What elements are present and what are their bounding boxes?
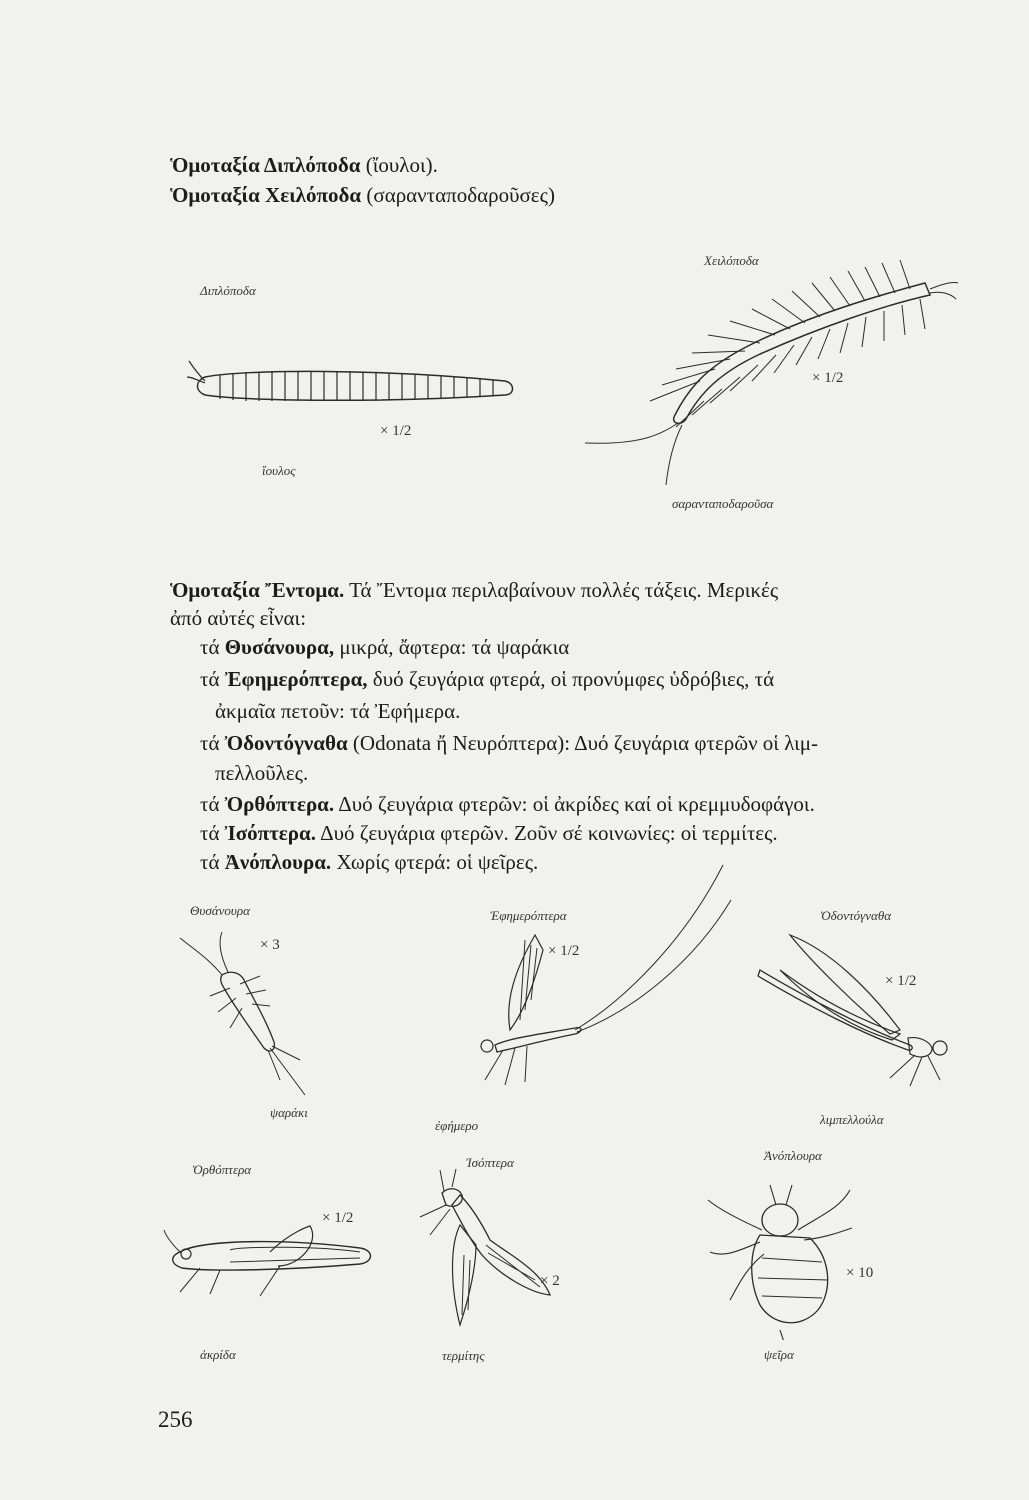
ephemeroptera-scale: × 1/2 — [548, 943, 580, 959]
page-number: 256 — [158, 1407, 193, 1432]
order-prefix: τά — [200, 731, 225, 755]
ephemeroptera-caption: ἐφήμερο — [435, 1118, 479, 1133]
anoplura-figure-title: Ἀνόπλουρα — [764, 1148, 822, 1163]
odonata-caption: λιμπελλούλα — [820, 1112, 884, 1127]
anoplura-caption: ψεῖρα — [764, 1347, 794, 1362]
insecta-intro — [170, 577, 778, 603]
order-odonata — [200, 730, 818, 756]
order-description: δυό ζευγάρια φτερά, οἱ προνύμφες ὑδρόβιες, τά — [367, 667, 775, 691]
insecta-intro-rest: Τά Ἔντομα περιλαβαίνουν πολλές τάξεις. Μερικές — [344, 578, 779, 602]
heading-chilopoda-label: Ὁμοταξία Χειλόποδα — [170, 183, 362, 207]
odonata-figure-title: Ὀδοντόγναθα — [820, 908, 892, 923]
order-prefix: τά — [200, 667, 225, 691]
order-name: Θυσάνουρα, — [224, 635, 335, 659]
thysanura-figure-title: Θυσάνουρα — [190, 903, 250, 918]
diplopoda-figure-title: Διπλόποδα — [200, 283, 256, 298]
order-ephemeroptera-cont: ἀκμαῖα πετοῦν: τά Ἐφήμερα. — [215, 699, 461, 723]
diplopoda-caption: ἴουλος — [262, 463, 296, 478]
order-prefix: τά — [200, 792, 225, 816]
thysanura-caption: ψαράκι — [270, 1105, 308, 1120]
isoptera-caption: τερμίτης — [442, 1348, 485, 1363]
chilopoda-scale: × 1/2 — [812, 370, 844, 386]
millipede-illustration — [185, 355, 525, 415]
heading-diplopoda — [170, 152, 438, 178]
isoptera-figure-title: Ἰσόπτερα — [466, 1155, 514, 1170]
orthoptera-figure-title: Ὀρθόπτερα — [192, 1162, 252, 1177]
order-ephemeroptera — [200, 666, 774, 692]
order-orthoptera — [200, 791, 815, 817]
orthoptera-scale: × 1/2 — [322, 1210, 354, 1226]
order-description: μικρά, ἄφτερα: τά ψαράκια — [334, 635, 570, 659]
odonata-scale: × 1/2 — [885, 973, 917, 989]
ephemeroptera-figure-title: Ἐφημερόπτερα — [490, 908, 567, 923]
diplopoda-scale: × 1/2 — [380, 423, 412, 439]
order-isoptera — [200, 820, 778, 846]
heading-chilopoda-rest: (σαρανταποδαροῦσες) — [361, 183, 555, 207]
anoplura-scale: × 10 — [846, 1265, 874, 1281]
order-name: Ὀδοντόγναθα — [224, 731, 348, 755]
order-name: Ὀρθόπτερα. — [224, 792, 335, 816]
order-description: Δυό ζευγάρια φτερῶν: οἱ ἀκρίδες καί οἱ κρεμμυδοφάγοι. — [334, 792, 815, 816]
dragonfly-illustration — [750, 930, 960, 1090]
order-name: Ἀνόπλουρα. — [224, 850, 332, 874]
order-thysanura — [200, 634, 569, 660]
order-prefix: τά — [200, 821, 225, 845]
heading-diplopoda-rest: (ἴουλοι). — [360, 153, 438, 177]
order-odonata-cont: πελλοῦλες. — [215, 761, 309, 785]
heading-diplopoda-label: Ὁμοταξία Διπλόποδα — [170, 153, 361, 177]
mayfly-illustration — [465, 860, 735, 1100]
centipede-illustration — [580, 255, 960, 490]
order-name: Ἰσόπτερα. — [224, 821, 316, 845]
thysanura-scale: × 3 — [260, 937, 280, 953]
order-prefix: τά — [200, 635, 225, 659]
orthoptera-caption: ἀκρίδα — [200, 1347, 236, 1362]
order-name: Ἐφημερόπτερα, — [224, 667, 368, 691]
order-description: Δυό ζευγάρια φτερῶν. Ζοῦν σέ κοινωνίες: οἱ τερμίτες. — [315, 821, 778, 845]
order-description: Χωρίς φτερά: οἱ ψεῖρες. — [331, 850, 539, 874]
heading-chilopoda — [170, 182, 555, 208]
chilopoda-figure-title: Χειλόποδα — [704, 253, 759, 268]
insecta-intro-label: Ὁμοταξία Ἔντομα. — [170, 578, 345, 602]
order-prefix: τά — [200, 850, 225, 874]
isoptera-scale: × 2 — [540, 1273, 560, 1289]
order-description: (Odonata ἤ Νευρόπτερα): Δυό ζευγάρια φτερῶν οἱ λιμ- — [347, 731, 819, 755]
chilopoda-caption: σαρανταποδαροῦσα — [672, 496, 774, 511]
grasshopper-illustration — [160, 1222, 380, 1302]
louse-illustration — [700, 1180, 860, 1340]
termite-illustration — [400, 1165, 560, 1340]
silverfish-illustration — [170, 930, 340, 1100]
insecta-intro-line2: ἀπό αὐτές εἶναι: — [170, 606, 307, 630]
